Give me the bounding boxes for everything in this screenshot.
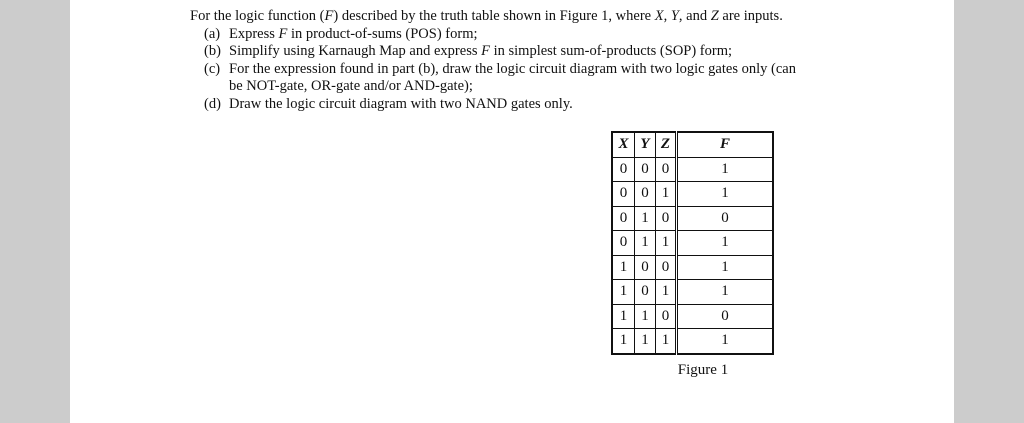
cell-z: 0	[656, 304, 677, 329]
document-page	[70, 0, 954, 423]
cell-f: 1	[677, 182, 774, 207]
cell-x: 1	[612, 304, 635, 329]
table-row	[612, 329, 773, 354]
part-text-segment: in product-of-sums (POS) form;	[287, 25, 478, 42]
input-variable-y: Y	[670, 8, 679, 24]
cell-z: 1	[656, 280, 677, 305]
table-row	[612, 304, 773, 329]
part-text-segment: Simplify using Karnaugh Map and express	[229, 43, 482, 59]
cell-x: 0	[612, 182, 635, 207]
part-text	[229, 43, 809, 61]
question-intro	[190, 8, 890, 26]
part-c	[204, 61, 890, 96]
cell-z: 1	[656, 182, 677, 207]
header-z: Z	[656, 132, 677, 157]
table-row	[612, 231, 773, 256]
table-row	[612, 206, 773, 231]
cell-x: 1	[612, 329, 635, 354]
intro-text: For the logic function (	[190, 8, 325, 24]
cell-y: 0	[635, 280, 656, 305]
function-variable: F	[278, 25, 288, 42]
function-variable: F	[481, 43, 490, 59]
part-a	[204, 26, 890, 44]
cell-y: 1	[635, 304, 656, 329]
cell-f: 1	[677, 280, 774, 305]
intro-text: ) described by the truth table shown in Figure 1, where	[333, 8, 655, 24]
part-text-segment: in simplest sum-of-products (SOP) form;	[489, 43, 733, 59]
cell-z: 0	[656, 157, 677, 182]
header-y: Y	[635, 132, 656, 157]
intro-text: are inputs.	[718, 8, 783, 24]
cell-y: 1	[635, 206, 656, 231]
intro-text: , and	[678, 8, 711, 24]
input-variable-z: Z	[710, 8, 719, 24]
part-marker: (b)	[204, 43, 221, 59]
cell-z: 1	[656, 231, 677, 256]
part-text-segment: Express	[229, 25, 279, 42]
cell-x: 0	[612, 157, 635, 182]
cell-z: 0	[656, 206, 677, 231]
cell-y: 0	[635, 255, 656, 280]
figure-caption: Figure 1	[677, 362, 729, 378]
part-b	[204, 43, 890, 61]
cell-x: 1	[612, 280, 635, 305]
intro-text: ,	[663, 8, 671, 24]
header-x: X	[612, 132, 635, 157]
table-row	[612, 157, 773, 182]
part-marker: (d)	[204, 95, 221, 112]
part-text: For the expression found in part (b), draw the logic circuit diagram with two logic gates only (can be NOT-gate, OR-gate and/or AND-gate);	[229, 60, 796, 94]
cell-x: 1	[612, 255, 635, 280]
table-row	[612, 255, 773, 280]
table-row	[612, 182, 773, 207]
cell-y: 0	[635, 182, 656, 207]
cell-y: 1	[635, 231, 656, 256]
cell-f: 1	[677, 329, 774, 354]
cell-f: 1	[677, 231, 774, 256]
part-marker: (c)	[204, 60, 221, 77]
cell-f: 0	[677, 304, 774, 329]
truth-table	[611, 131, 774, 355]
truth-table-header-row	[612, 132, 773, 157]
part-text	[229, 26, 809, 44]
header-f: F	[677, 132, 774, 157]
cell-x: 0	[612, 231, 635, 256]
part-text: Draw the logic circuit diagram with two NAND gates only.	[229, 95, 573, 112]
question-parts	[204, 26, 890, 114]
cell-z: 0	[656, 255, 677, 280]
cell-x: 0	[612, 206, 635, 231]
part-marker: (a)	[204, 25, 221, 42]
part-d	[204, 96, 890, 114]
input-variable-x: X	[654, 8, 664, 24]
question-block	[190, 8, 890, 113]
table-row	[612, 280, 773, 305]
cell-f: 1	[677, 157, 774, 182]
cell-y: 0	[635, 157, 656, 182]
cell-y: 1	[635, 329, 656, 354]
cell-f: 0	[677, 206, 774, 231]
cell-f: 1	[677, 255, 774, 280]
function-variable: F	[324, 8, 334, 24]
cell-z: 1	[656, 329, 677, 354]
truth-table-body	[612, 157, 773, 354]
